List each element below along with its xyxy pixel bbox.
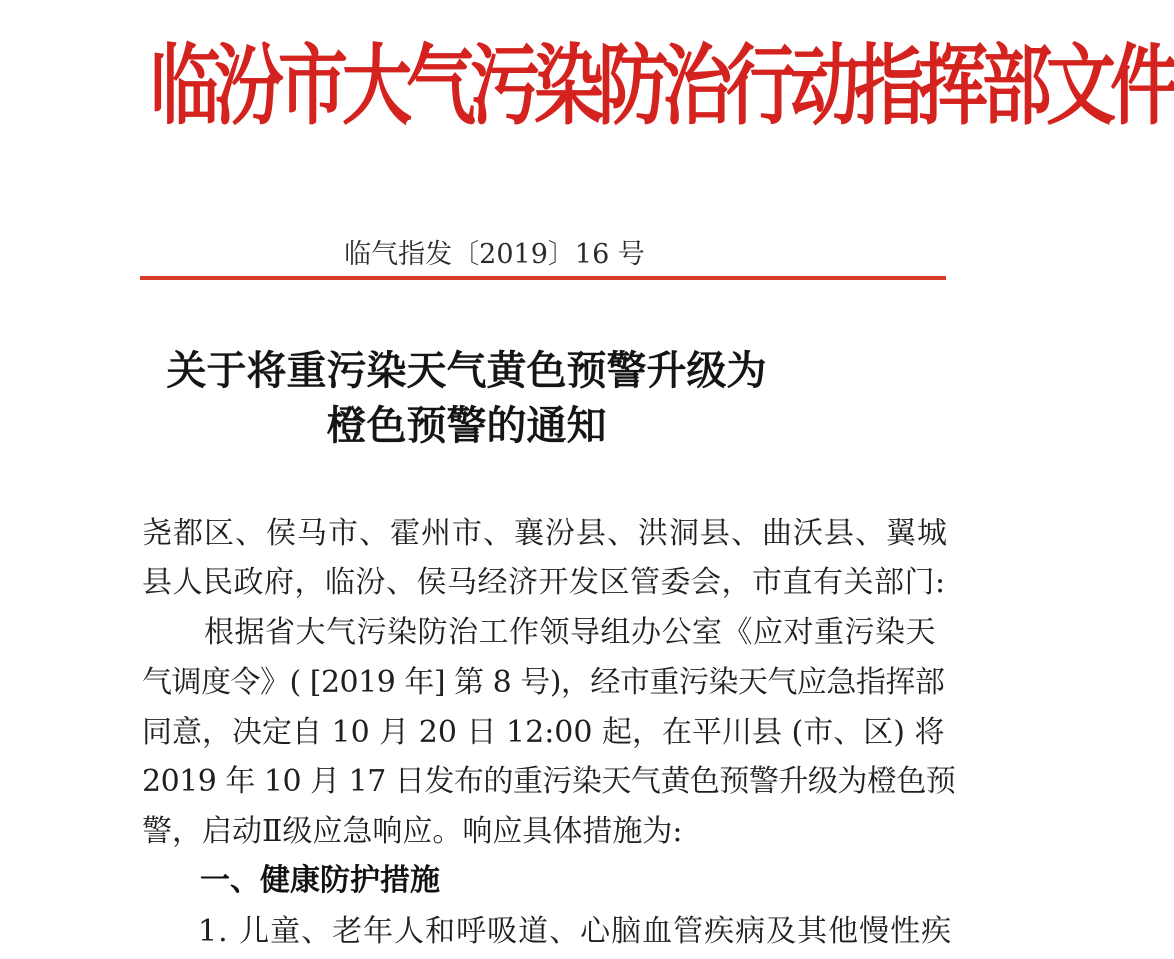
- document-title-line-1: 关于将重污染天气黄色预警升级为: [166, 347, 767, 394]
- paragraph-line-5: 警，启动Ⅱ级应急响应。响应具体措施为:: [142, 814, 683, 849]
- document-header: 临汾市大气污染防治行动指挥部文件: [150, 33, 1174, 137]
- paragraph-line-4: 2019 年 10 月 17 日发布的重污染天气黄色预警升级为橙色预: [142, 764, 956, 799]
- paragraph-line-2: 气调度令》( [2019 年] 第 8 号)，经市重污染天气应急指挥部: [142, 665, 945, 700]
- paragraph-line-3: 同意，决定自 10 月 20 日 12:00 起，在平川县 (市、区) 将: [142, 715, 945, 750]
- document-title-line-2: 橙色预警的通知: [326, 402, 607, 449]
- addressee-line-2: 县人民政府，临汾、侯马经济开发区管委会，市直有关部门:: [142, 565, 946, 600]
- red-divider-line: [140, 276, 946, 280]
- addressee-line-1: 尧都区、侯马市、霍州市、襄汾县、洪洞县、曲沃县、翼城: [142, 516, 948, 551]
- section-heading-health: 一、健康防护措施: [200, 863, 440, 898]
- document-number: 临气指发〔2019〕16 号: [344, 239, 645, 270]
- list-item-1-line-1: 1. 儿童、老年人和呼吸道、心脑血管疾病及其他慢性疾: [198, 914, 953, 949]
- paragraph-line-1: 根据省大气污染防治工作领导组办公室《应对重污染天: [204, 615, 936, 650]
